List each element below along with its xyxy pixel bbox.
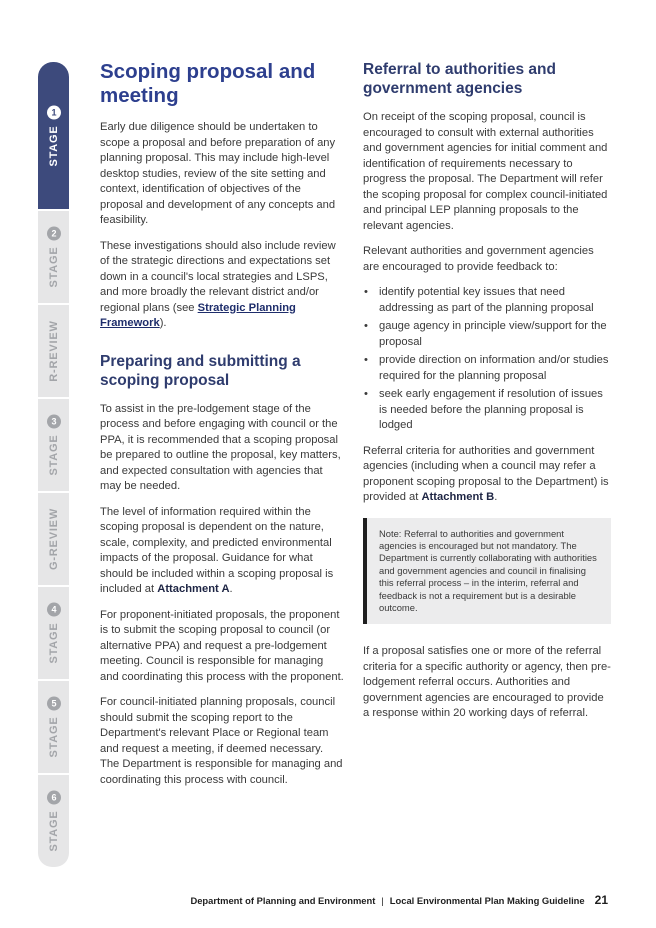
right-column bbox=[363, 60, 611, 732]
stage-tab-3[interactable] bbox=[38, 399, 69, 493]
stage-tab-r-review[interactable] bbox=[38, 305, 69, 399]
stage-number-badge: 4 bbox=[47, 603, 61, 617]
note-box: Note: Referral to authorities and government agencies is encouraged but not mandatory. The Department is currently collaborating with authorities and government agencies and council in finalising this referral process – in the interim, referral and feedback is not a requirement but is a desirable outcome. bbox=[363, 518, 611, 625]
stage-tab-label: STAGE bbox=[47, 716, 60, 758]
paragraph-text: . bbox=[494, 491, 498, 503]
stage-tab-6[interactable] bbox=[38, 775, 69, 867]
stage-tab-2[interactable] bbox=[38, 211, 69, 305]
stage-tab-label: STAGE bbox=[47, 810, 60, 852]
stage-number-badge: 1 bbox=[47, 105, 61, 119]
paragraph-proponent-initiated: For proponent-initiated proposals, the proponent is to submit the scoping proposal to council (or alternative PPA) and request a pre-lodgement meeting. Council is responsible for managing and coordinating this process with the proponent. bbox=[100, 608, 344, 683]
paragraph-receipt: On receipt of the scoping proposal, council is encouraged to consult with external authorities and government agencies for initial comment and identification of requirements necessary to progress the proposal. The Department will refer the scoping proposal for complex council-initiated and principal LEP planning proposals to the relevant agencies. bbox=[363, 111, 608, 232]
attachment-b-reference: Attachment B bbox=[421, 491, 495, 503]
page-number: 21 bbox=[594, 893, 608, 907]
paragraph-council-initiated: For council-initiated planning proposals, council should submit the scoping report to the Department's relevant Place or Regional team and request a meeting, if deemed necessary. The Department is responsible for managing and coordinating this process with council. bbox=[100, 696, 343, 786]
stage-tab-label: STAGE bbox=[47, 622, 60, 664]
footer-guideline-title: Local Environmental Plan Making Guideline bbox=[389, 895, 585, 906]
section-heading-referral: Referral to authorities and government agencies bbox=[363, 61, 556, 97]
stage-number-badge: 5 bbox=[47, 697, 61, 711]
stage-tab-label: R-REVIEW bbox=[47, 320, 60, 382]
stage-tab-5[interactable] bbox=[38, 681, 69, 775]
stage-tab-label: G-REVIEW bbox=[47, 508, 60, 571]
footer-department: Department of Planning and Environment bbox=[190, 895, 376, 906]
attachment-a-reference: Attachment A bbox=[157, 583, 230, 595]
paragraph-referral-criteria bbox=[363, 444, 611, 506]
paragraph-information-level bbox=[100, 505, 345, 598]
list-item: • provide direction on information and/or studies required for the planning proposal bbox=[363, 353, 611, 384]
list-item: • identify potential key issues that need addressing as part of the planning proposal bbox=[363, 285, 611, 316]
paragraph-text: The level of information required within the scoping proposal is dependent on the nature, scale, complexity, and predicted environmental impacts of the proposal. Guidance for what should be included within a scoping proposal is included at bbox=[100, 505, 334, 595]
list-item: • gauge agency in principle view/support for the proposal bbox=[363, 319, 611, 350]
stage-tab-label: STAGE bbox=[47, 246, 60, 288]
paragraph-pre-lodgement-referral: If a proposal satisfies one or more of the referral criteria for a specific authority or agency, then pre-lodgement referral occurs. Authorities and government agencies are encouraged to provide a response within 20 working days of referral. bbox=[363, 645, 611, 720]
stage-navigation bbox=[38, 62, 69, 867]
paragraph-text: Referral criteria for authorities and government agencies (including when a council may refer a proponent scoping proposal to the Department) is provided at bbox=[363, 444, 609, 503]
stage-tab-label: STAGE bbox=[47, 434, 60, 476]
stage-tab-label: STAGE bbox=[47, 125, 60, 167]
stage-tab-1[interactable] bbox=[38, 62, 69, 211]
stage-number-badge: 6 bbox=[47, 791, 61, 805]
strategic-planning-framework-link[interactable]: Strategic Planning Framework bbox=[100, 301, 296, 329]
section-heading-preparing: Preparing and submitting a scoping proposal bbox=[100, 352, 301, 389]
stage-tab-4[interactable] bbox=[38, 587, 69, 681]
stage-number-badge: 2 bbox=[47, 227, 61, 241]
paragraph-text: . bbox=[229, 583, 233, 595]
left-column bbox=[100, 60, 345, 798]
page-footer bbox=[190, 893, 608, 907]
paragraph-investigations bbox=[100, 239, 345, 332]
list-item: • seek early engagement if resolution of issues is needed before the planning proposal is lodged bbox=[363, 387, 611, 434]
stage-tab-g-review[interactable] bbox=[38, 493, 69, 587]
page-title: Scoping proposal and meeting bbox=[100, 60, 316, 107]
paragraph-due-diligence: Early due diligence should be undertaken to scope a proposal and before preparation of any planning proposal. This may include high-level desktop studies, review of the site setting and context, identification of objectives of the proposal and development of any concepts and feasibility. bbox=[100, 121, 336, 226]
stage-number-badge: 3 bbox=[47, 415, 61, 429]
feedback-list bbox=[363, 285, 611, 434]
footer-separator: | bbox=[381, 895, 384, 906]
paragraph-pre-lodgement: To assist in the pre-lodgement stage of the process and before engaging with council or the PPA, it is recommended that a scoping proposal be prepared to outline the proposal, key matters, and expected consultation with agencies that may be needed. bbox=[100, 402, 341, 492]
paragraph-text: ). bbox=[159, 317, 167, 329]
paragraph-text: These investigations should also include review of the strategic directions and expectations set down in a council's local strategies and LSPS, and more broadly the relevant district and/or regional plans (see bbox=[100, 239, 336, 314]
paragraph-feedback-intro: Relevant authorities and government agencies are encouraged to provide feedback to: bbox=[363, 245, 594, 273]
